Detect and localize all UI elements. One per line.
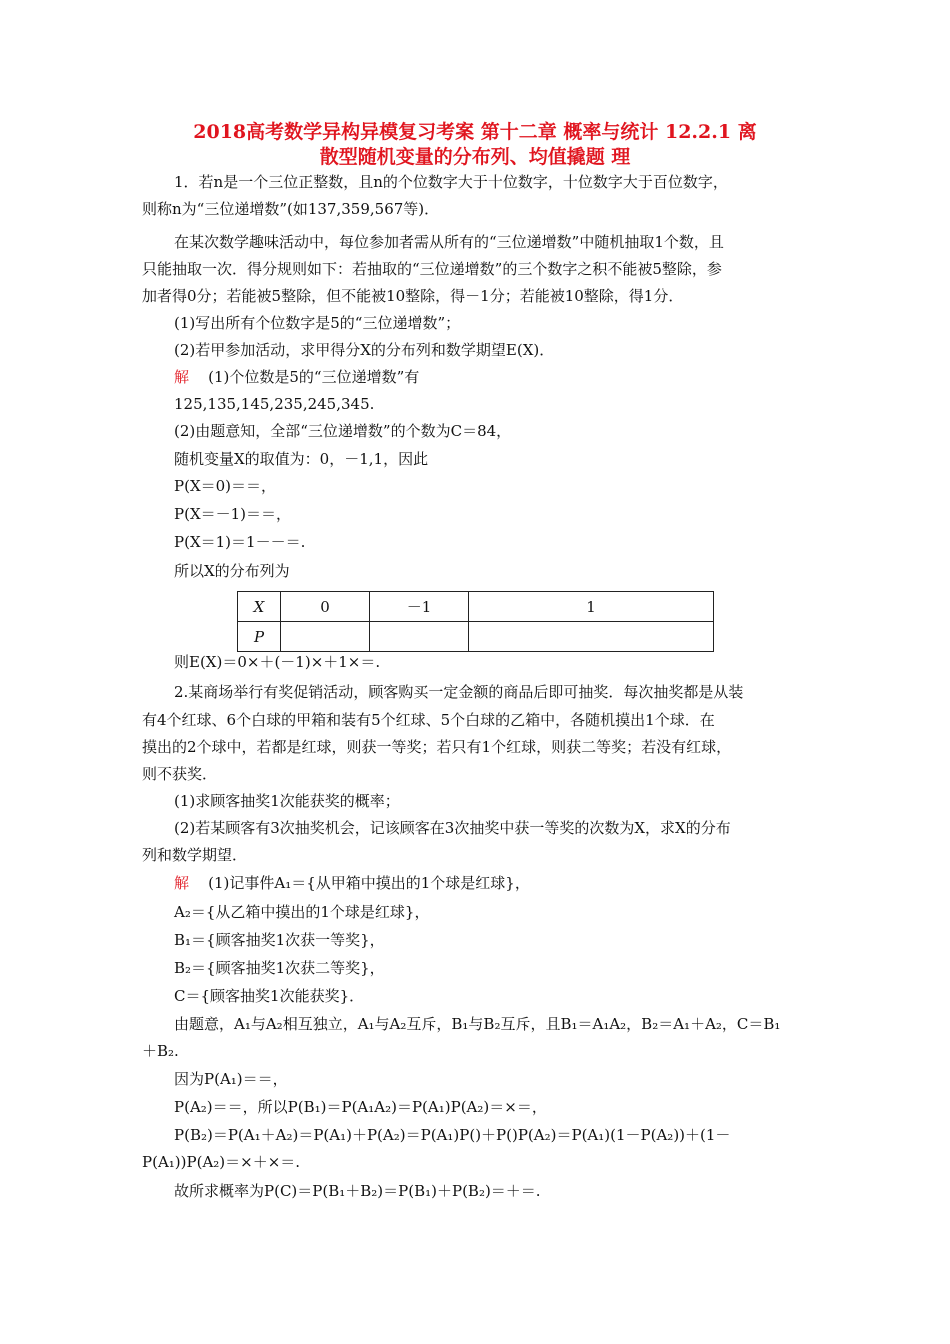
formula-line: 故所求概率为P(C)＝P(B₁＋B₂)＝P(B₁)＋P(B₂)＝＋＝. <box>174 1182 541 1200</box>
table-row <box>238 592 714 622</box>
text-line: (2)若甲参加活动，求甲得分X的分布列和数学期望E(X)． <box>174 341 555 359</box>
formula-line: P(B₂)＝P(A₁＋A₂)＝P(A₁)＋P(A₂)＝P(A₁)P()＋P()P(A₂)＝P(A₁)(1－P(A₂))＋(1－ <box>174 1126 731 1144</box>
table-cell: X <box>238 592 281 622</box>
formula-line: P(A₁))P(A₂)＝×＋×＝. <box>142 1153 301 1171</box>
title-line-2: 散型随机变量的分布列、均值撬题 理 <box>319 146 631 168</box>
formula-line: 则E(X)＝0×＋(－1)×＋1×＝. <box>174 653 381 671</box>
text-line: 随机变量X的取值为：0，－1,1，因此 <box>174 450 429 468</box>
answer-text: (1)记事件A₁＝{从甲箱中摸出的1个球是红球}， <box>208 874 530 892</box>
text-line: (2)由题意知，全部“三位递增数”的个数为C＝84， <box>174 422 512 440</box>
table-cell: 1 <box>469 592 714 622</box>
answer-label: 解 <box>174 368 190 386</box>
text-line: 则称n为“三位递增数”(如137,359,567等)． <box>142 200 440 218</box>
distribution-table <box>237 591 714 652</box>
text-line: 1．若n是一个三位正整数，且n的个位数字大于十位数字，十位数字大于百位数字， <box>174 173 728 191</box>
text-line: 摸出的2个球中，若都是红球，则获一等奖；若只有1个红球，则获二等奖；若没有红球， <box>142 738 732 756</box>
document-title <box>130 120 820 170</box>
text-line: 只能抽取一次．得分规则如下：若抽取的“三位递增数”的三个数字之积不能被5整除，参 <box>142 260 722 278</box>
formula-line: P(X＝－1)＝＝， <box>174 505 292 523</box>
formula-line: 由题意，A₁与A₂相互独立，A₁与A₂互斥，B₁与B₂互斥，且B₁＝A₁A₂，B₂＝A₁＋A₂，C＝B₁ <box>174 1015 781 1033</box>
answer-text: (1)个位数是5的“三位递增数”有 <box>208 368 420 386</box>
table-cell <box>469 622 714 652</box>
text-line: 加者得0分；若能被5整除，但不能被10整除，得－1分；若能被10整除，得1分． <box>142 287 684 305</box>
table-cell: 0 <box>281 592 370 622</box>
formula-line: P(X＝1)＝1－－＝. <box>174 533 306 551</box>
table-cell: P <box>238 622 281 652</box>
formula-line: C＝{顾客抽奖1次能获奖}． <box>174 987 365 1005</box>
table-cell <box>281 622 370 652</box>
formula-line: P(A₂)＝＝，所以P(B₁)＝P(A₁A₂)＝P(A₁)P(A₂)＝×＝， <box>174 1098 547 1116</box>
text-line: 则不获奖． <box>142 765 218 783</box>
formula-line: 因为P(A₁)＝＝， <box>174 1070 288 1088</box>
text-line: 有4个红球、6个白球的甲箱和装有5个红球、5个白球的乙箱中，各随机摸出1个球．在 <box>142 711 715 729</box>
table-row <box>238 622 714 652</box>
text-line: (2)若某顾客有3次抽奖机会，记该顾客在3次抽奖中获一等奖的次数为X，求X的分布 <box>174 819 731 837</box>
table-cell: －1 <box>370 592 469 622</box>
text-line: (1)写出所有个位数字是5的“三位递增数”； <box>174 314 461 332</box>
answer-line <box>174 873 814 893</box>
formula-line: B₂＝{顾客抽奖1次获二等奖}， <box>174 959 385 977</box>
formula-line: B₁＝{顾客抽奖1次获一等奖}， <box>174 931 385 949</box>
formula-line: P(X＝0)＝＝， <box>174 477 277 495</box>
text-line: 2.某商场举行有奖促销活动，顾客购买一定金额的商品后即可抽奖．每次抽奖都是从装 <box>174 683 744 701</box>
text-line: 列和数学期望． <box>142 846 248 864</box>
table-cell <box>370 622 469 652</box>
text-line: (1)求顾客抽奖1次能获奖的概率； <box>174 792 400 810</box>
formula-line: ＋B₂. <box>142 1042 179 1060</box>
answer-label: 解 <box>174 874 190 892</box>
text-line: 在某次数学趣味活动中，每位参加者需从所有的“三位递增数”中随机抽取1个数，且 <box>174 233 724 251</box>
answer-line <box>174 367 814 387</box>
text-line: 125,135,145,235,245,345. <box>174 395 375 413</box>
formula-line: A₂＝{从乙箱中摸出的1个球是红球}， <box>174 903 430 921</box>
text-line: 所以X的分布列为 <box>174 562 290 580</box>
title-line-1: 2018高考数学异构异模复习考案 第十二章 概率与统计 12.2.1 离 <box>193 121 757 143</box>
